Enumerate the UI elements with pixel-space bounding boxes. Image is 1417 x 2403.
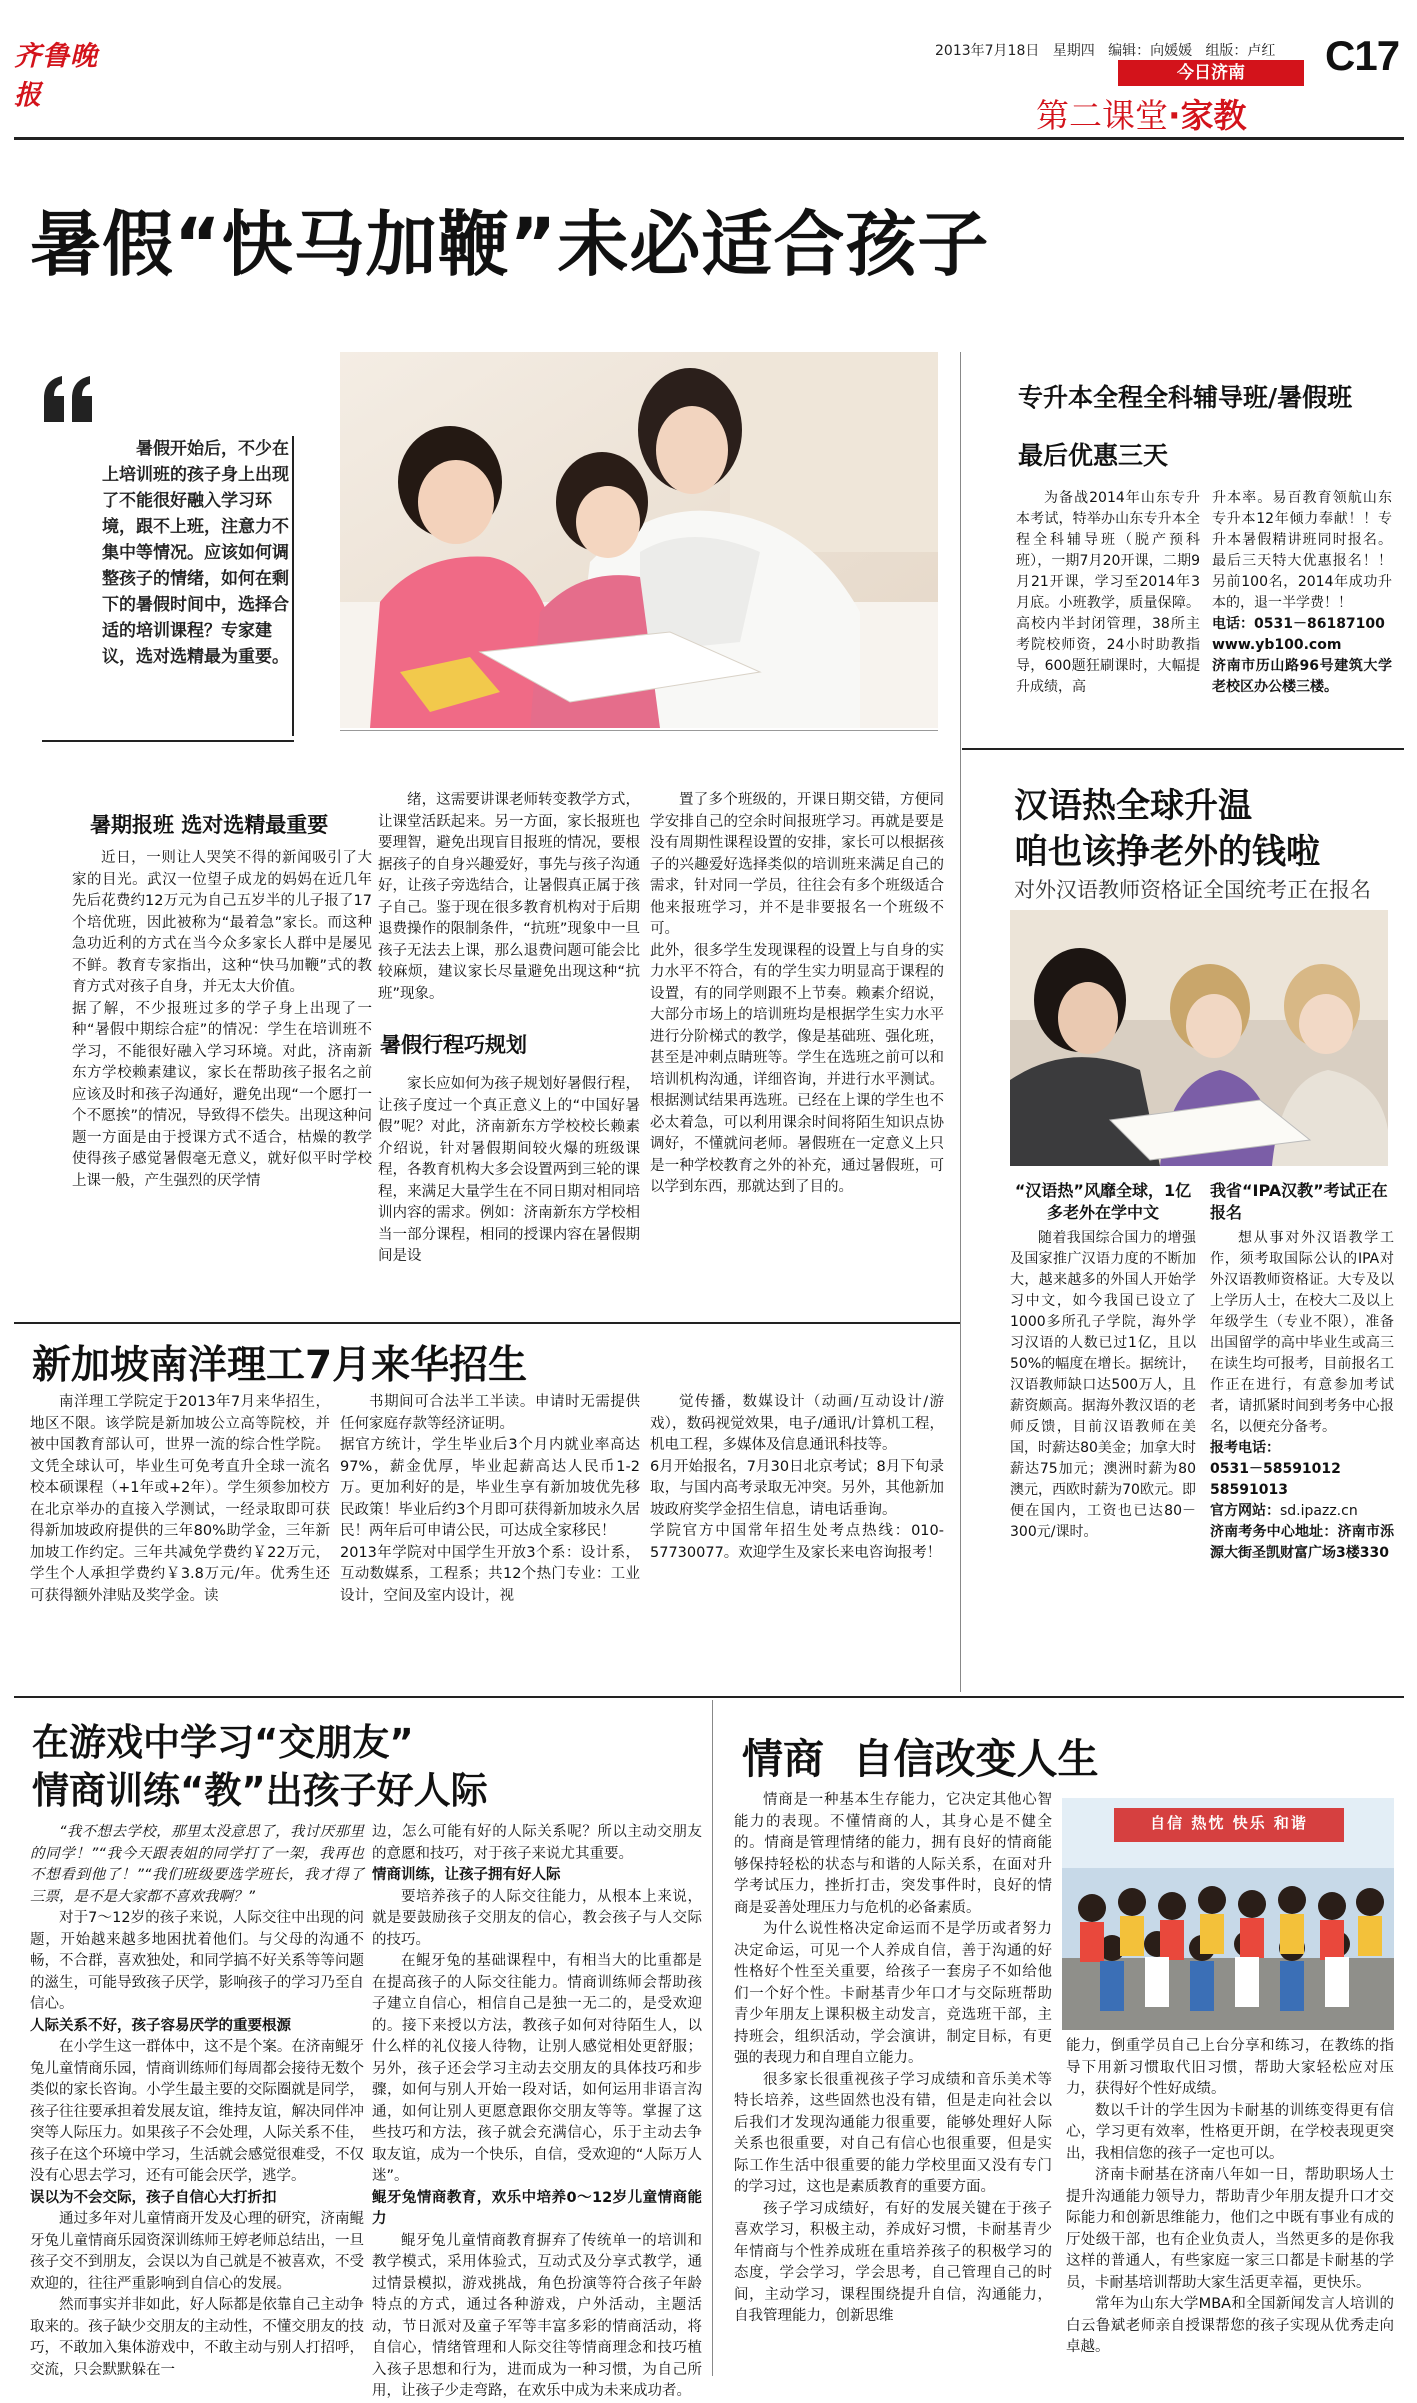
lead-col2-b-text: 家长应如何为孩子规划好暑假行程，让孩子度过一个真正意义上的“中国好暑假”呢？对此，济南新东方学校校长赖素介绍说，针对暑假期间较火爆的班级课程，各教育机构大多会设置两到三轮的课程，来满足大量学生在不同日期对相同培训内容的需求。例如：济南新东方学校相当一部分课程，相同的授课内容在暑假期间是设 xyxy=(378,1076,640,1264)
chinese-site-line xyxy=(1210,1501,1394,1522)
column-name xyxy=(1036,90,1247,137)
right-column-divider xyxy=(960,352,961,1692)
eq-col2 xyxy=(1066,2036,1394,2376)
games-col2-h2: 鲲牙兔情商教育，欢乐中培养0～12岁儿童情商能力 xyxy=(372,2189,702,2227)
bottom-column-divider xyxy=(712,1700,713,2376)
lead-col2-a xyxy=(378,790,640,1010)
chinese-left-title: “汉语热”风靡全球，1亿多老外在学中文 xyxy=(1014,1181,1192,1222)
chinese-right-body-text: 想从事对外汉语教学工作，须考取国际公认的IPA对外汉语教师资格证。大专及以上学历人士，在校大二及以上年级学生（专业不限），准备出国留学的高中毕业生或高三在读生均可报考，目前报名工作正在进行，有意参加考试者，请抓紧时间到考务中心报名，以便充分备考。 xyxy=(1210,1230,1394,1435)
ad-col1 xyxy=(1016,488,1200,724)
chinese-deck: 对外汉语教师资格证全国统考正在报名 xyxy=(1014,878,1371,902)
singapore-col2 xyxy=(340,1392,640,1682)
games-col1-p3: 通过多年对儿童情商开发及心理的研究，济南鲲牙兔儿童情商乐园资深训练师王婷老师总结出，一旦孩子交不到朋友，会误以为自己就是不被喜欢，不受欢迎的，往往严重影响到自信心的发展。 xyxy=(30,2211,364,2292)
chinese-contact-label: 报考电话： xyxy=(1210,1440,1280,1456)
section-title-plan-trip: 暑假行程巧规划 xyxy=(380,1033,527,1057)
games-col1-quote: “我不想去学校，那里太没意思了，我讨厌那里的同学！”“我今天跟表姐的同学打了一架，我再也不想看到他了！”“我们班级要选学班长，我才得了三票，是不是大家都不喜欢我啊？” xyxy=(30,1824,364,1905)
ad-col2 xyxy=(1212,488,1392,724)
games-headline-1: 在游戏中学习“交朋友” xyxy=(32,1721,414,1764)
eq-headline: 情商 自信改变人生 xyxy=(742,1735,1099,1783)
games-col2-h1: 情商训练，让孩子拥有好人际 xyxy=(372,1867,561,1883)
editor: 编辑：向媛媛 xyxy=(1108,43,1193,59)
eq-col2-p2: 数以千计的学生因为卡耐基的训练变得更有信心，学习更有效率，性格更开朗，在学校表现更突出，我相信您的孩子一定也可以。 xyxy=(1066,2102,1394,2162)
ad-col1-text: 为备战2014年山东专升本考试，特举办山东专升本全程全科辅导班（脱产预科班），一期7月20开课，二期9月21开课，学习至2014年3月底。小班教学，质量保障。高校内半封闭管理，38所主考院校师资，24小时助教指导，600题狂刷课时，大幅提升成绩，高 xyxy=(1016,490,1200,695)
eq-col2-p1: 能力，倒重学员自己上台分享和练习，在教练的指导下用新习惯取代旧习惯，帮助大家轻松应对压力，获得好个性好成绩。 xyxy=(1066,2038,1394,2097)
ad-address: 济南市历山路96号建筑大学老校区办公楼三楼。 xyxy=(1212,658,1392,695)
newspaper-logo: 齐鲁晚报 xyxy=(14,41,98,111)
singapore-headline: 新加坡南洋理工7月来华招生 xyxy=(32,1343,528,1388)
intro-rule-v xyxy=(292,436,294,736)
eq-photo-group xyxy=(1062,1798,1394,2030)
games-col1-p1: 对于7～12岁的孩子来说，人际交往中出现的问题，开始越来越多地困扰着他们。与父母的沟通不畅，不合群，喜欢独处，和同学搞不好关系等等问题的滋生，可能导致孩子厌学，影响孩子的学习乃至自信心。 xyxy=(30,1910,364,2012)
chinese-headline-1: 汉语热全球升温 xyxy=(1014,786,1252,826)
column-name-sub: 家教 xyxy=(1180,96,1247,135)
chinese-site: sd.ipazz.cn xyxy=(1280,1503,1358,1519)
chinese-right-body xyxy=(1210,1228,1394,1628)
chinese-right-title: 我省“IPA汉教”考试正在报名 xyxy=(1210,1181,1388,1222)
lead-photo-teacher-children xyxy=(340,352,938,728)
games-col1 xyxy=(30,1822,364,2378)
chinese-headline-2: 咱也该挣老外的钱啦 xyxy=(1014,832,1320,872)
games-col1-h1: 人际关系不好，孩子容易厌学的重要根源 xyxy=(30,2017,291,2034)
masthead-rule xyxy=(14,137,1404,140)
column-dot: · xyxy=(1168,96,1181,135)
games-col2-p4: 鲲牙兔儿童情商教育摒弃了传统单一的培训和教学模式，采用体验式，互动式及分享式教学，通过情景模拟，游戏挑战，角色扮演等符合孩子年龄特点的方式，通过各种游戏，户外活动，主题活动，节日派对及童子军等丰富多彩的情商活动，将自信心，情绪管理和人际交往等情商理念和技巧植入孩子思想和行为，进而成为一种习惯，为自己所用，让孩子少走弯路，在欢乐中成为未来成功者。 xyxy=(372,2232,702,2399)
date: 2013年7月18日 xyxy=(935,43,1040,59)
singapore-col3 xyxy=(650,1392,944,1682)
ad-web: www.yb100.com xyxy=(1212,637,1342,653)
eq-col1-p4: 孩子学习成绩好，有好的发展关键在于孩子喜欢学习，积极主动，养成好习惯，卡耐基青少年情商与个性养成班在重培养孩子的积极学习的态度，学会学习，学会思考，自己管理自己的时间，主动学习，课程围绕提升自信，沟通能力，自我管理能力，创新思维 xyxy=(734,2200,1052,2324)
ad-col2-text: 升本率。易百教育领航山东专升本12年倾力奉献！！专升本暑假精讲班同时报名。最后三天特大优惠报名！！另前100名，2014年成功升本的，退一半学费！！ xyxy=(1212,490,1392,611)
weekday: 星期四 xyxy=(1052,43,1095,59)
layout-editor: 组版：卢红 xyxy=(1205,43,1276,59)
ad-title: 专升本全程全科辅导班/暑假班 xyxy=(1018,383,1353,412)
chinese-site-label: 官方网站： xyxy=(1210,1503,1280,1519)
chinese-left-body-text: 随着我国综合国力的增强及国家推广汉语力度的不断加大，越来越多的外国人开始学习中文，如今我国已设立了1000多所孔子学院，海外学习汉语的人数已过1亿，且以50%的幅度在增长。据统计，汉语教师缺口达500万人，且薪资颇高。据海外教汉语的老师反馈，目前汉语教师在美国，时薪达80美金；加拿大时薪达75加元；澳洲时薪为80澳元，西欧时薪为70欧元。即便在国内，工资也已达80－300元/课时。 xyxy=(1010,1230,1196,1540)
column-name-main: 第二课堂 xyxy=(1036,96,1168,135)
lead-col2-b xyxy=(378,1074,640,1320)
games-headline-2: 情商训练“教”出孩子好人际 xyxy=(32,1769,488,1812)
lead-photo-rule xyxy=(340,730,938,731)
lead-col1-text: 近日，一则让人哭笑不得的新闻吸引了大家的目光。武汉一位望子成龙的妈妈在近几年先后花费约12万元为自己五岁半的儿子报了17个培优班，因此被称为“最着急”家长。而这种急功近利的方式在当今众多家长人群中是屡见不鲜。教育专家指出，这种“快马加鞭”式的教育方式对孩子自身，并无太大价值。 据了解，不少报班过多的学子身上出现了一种“暑假中期综合症”的情况：学生在培训班不学习，不能很好融入学习环境。对此，济南新东方学校赖素建议，家长在帮助孩子报名之前应该及时和孩子沟通好，避免出现“一个愿打一个不愿挨”的情况，导致得不偿失。出现这种问题一方面是由于授课方式不适合，枯燥的教学使得孩子感觉暑假毫无意义，就好似平时学校上课一般，产生强烈的厌学情 xyxy=(72,850,372,1189)
eq-col1-p1: 情商是一种基本生存能力，它决定其他心智能力的表现。不懂情商的人，其身心是不健全的。情商是管理情绪的能力，拥有良好的情商能够保持轻松的状态与和谐的人际关系，在面对升学考试压力，挫折打击，突发事件时，良好的情商是妥善处理压力与危机的必备素质。 xyxy=(734,1792,1052,1916)
eq-col2-p3: 济南卡耐基在济南八年如一日，帮助职场人士提升沟通能力领导力，帮助青少年朋友提升口才交际能力和创新思维能力，他们之中既有事业有成的厅处级干部，也有企业负责人，当然更多的是你我这样的普通人，有些家庭一家三口都是卡耐基的学员，卡耐基培训帮助大家生活更幸福，更快乐。 xyxy=(1066,2167,1394,2291)
eq-col1-p3: 很多家长很重视孩子学习成绩和音乐美术等特长培养，这些固然也没有错，但是走向社会以后我们才发现沟通能力很重要，能够处理好人际关系也很重要，对自己有信心也很重要，但是实际工作生活中很重要的能力学校里面又没有专门的学习过，这也是素质教育的重要方面。 xyxy=(734,2071,1052,2195)
eq-col1-p2: 为什么说性格决定命运而不是学历或者努力决定命运，可见一个人养成自信，善于沟通的好性格好个性至关重要，给孩子一套房子不如给他们一个好个性。卡耐基青少年口才与交际班帮助青少年朋友上课积极主动发言，竞选班干部，主持班会，组织活动，学会演讲，制定目标，有更强的表现力和自理自立能力。 xyxy=(734,1921,1052,2066)
section-tag: 今日济南 xyxy=(1118,60,1304,86)
ad-subtitle: 最后优惠三天 xyxy=(1018,441,1169,470)
games-col2 xyxy=(372,1822,702,2399)
singapore-col1-text: 南洋理工学院定于2013年7月来华招生，地区不限。该学院是新加坡公立高等院校，并被中国教育部认可，世界一流的综合性学院。文凭全球认可，毕业生可免考直升全球一流名校本硕课程（+1年或+2年）。学生须参加校方在北京举办的直接入学测试，一经录取即可获得新加坡政府提供的三年80%助学金，三年新加坡工作约定。三年共减免学费约￥22万元，学生个人承担学费约￥3.8万元/年。优秀生还可获得额外津贴及奖学金。读 xyxy=(30,1394,330,1604)
singapore-col2-text: 书期间可合法半工半读。申请时无需提供任何家庭存款等经济证明。 据官方统计，学生毕业后3个月内就业率高达97%，薪金优厚，毕业起薪高达人民币1-2万。更加利好的是，毕业生享有新加坡优先移民政策！毕业后约3个月即可获得新加坡永久居民！两年后可申请公民，可达成全家移民！ 2013年学院对中国学生开放3个系：设计系，互动数媒系，工程系；共12个热门专业：工业设计，空间及室内设计，视 xyxy=(340,1394,640,1604)
chinese-address: 济南考务中心地址：济南市泺源大街圣凯财富广场3楼330 xyxy=(1210,1524,1394,1561)
lead-headline: 暑假“快马加鞭”未必适合孩子 xyxy=(30,203,990,286)
eq-col2-p4: 常年为山东大学MBA和全国新闻发言人培训的白云鲁斌老师亲自授课帮您的孩子实现从优秀走向卓越。 xyxy=(1066,2296,1394,2355)
lead-col2-a-text: 绪，这需要讲课老师转变教学方式，让课堂活跃起来。另一方面，家长报班也要理智，避免出现盲目报班的情况，要根据孩子的自身兴趣爱好，事先与孩子沟通好，让孩子旁选结合，让暑假真正属于孩子自己。鉴于现在很多教育机构对于后期退费操作的限制条件，“抗班”现象中一旦孩子无法去上课，那么退费问题可能会比较麻烦，建议家长尽量避免出现这种“抗班”现象。 xyxy=(378,792,640,1002)
games-col1-p4: 然而事实并非如此，好人际都是依靠自己主动争取来的。孩子缺少交朋友的主动性，不懂交朋友的技巧，不敢加入集体游戏中，不敢主动与别人打招呼，交流，只会默默躲在一 xyxy=(30,2297,364,2378)
lead-col1 xyxy=(72,848,372,1318)
lead-col3 xyxy=(650,790,944,1320)
games-col2-p2: 要培养孩子的人际交往能力，从根本上来说，就是要鼓励孩子交朋友的信心，教会孩子与人交际的技巧。 xyxy=(372,1888,702,1948)
chinese-left-body xyxy=(1010,1228,1196,1638)
ad-bottom-rule xyxy=(962,748,1404,750)
lead-intro: 暑假开始后，不少在上培训班的孩子身上出现了不能很好融入学习环境，跟不上班，注意力不集中等情况。应该如何调整孩子的情绪，如何在剩下的暑假时间中，选择合适的培训课程？专家建议，选对选精最为重要。 xyxy=(102,439,289,667)
quote-mark-icon xyxy=(42,370,98,426)
chinese-photo-students-reading xyxy=(1010,910,1388,1166)
singapore-col1 xyxy=(30,1392,330,1682)
games-col2-p1: 边，怎么可能有好的人际关系呢？所以主动交朋友的意愿和技巧，对于孩子来说尤其重要。 xyxy=(372,1824,702,1862)
page-number: C17 xyxy=(1325,32,1400,79)
singapore-col3-text: 觉传播，数媒设计（动画/互动设计/游戏），数码视觉效果，电子/通讯/计算机工程，机电工程，多媒体及信息通讯科技等。 6月开始报名，7月30日北京考试；8月下旬录取，与国内高考录取无冲突。另外，其他新加坡政府奖学金招生信息，请电话垂询。 学院官方中国常年招生处考点热线：010-57730077。欢迎学生及家长来电咨询报考！ xyxy=(650,1394,944,1561)
chinese-contact-phone: 0531－58591012 58591013 xyxy=(1210,1461,1341,1498)
date-line xyxy=(935,40,1275,60)
games-col1-h2: 误以为不会交际，孩子自信心大打折扣 xyxy=(30,2189,277,2206)
games-col1-p2: 在小学生这一群体中，这不是个案。在济南鲲牙兔儿童情商乐园，情商训练师们每周都会接待无数个类似的家长咨询。小学生最主要的交际圈就是同学，孩子往往要承担着发展友谊，维持友谊，解决同伴冲突等人际压力。如果孩子不会处理，人际关系不佳，孩子在这个环境中学习，生活就会感觉很难受，不仅没有心思去学习，还有可能会厌学，逃学。 xyxy=(30,2039,364,2184)
eq-photo-banner-text: 自信 热忱 快乐 和谐 xyxy=(1150,1814,1308,1832)
lead-bottom-rule xyxy=(14,1322,960,1324)
ad-phone: 电话：0531－86187100 xyxy=(1212,616,1385,632)
section-title-choose-class: 暑期报班 选对选精最重要 xyxy=(90,813,329,837)
lead-col3-text: 置了多个班级的，开课日期交错，方便同学安排自己的空余时间报班学习。再就是要是没有周期性课程设置的安排，家长可以根据孩子的兴趣爱好选择类似的培训班来满足自己的需求，针对同一学员，往往会有多个班级适合他来报班学习，并不是非要报名一个班级不可。 此外，很多学生发现课程的设置上与自身的实力水平不符合，有的学生实力明显高于课程的设置，有的同学则跟不上节奏。赖素介绍说，大部分市场上的培训班均是根据学生实力水平进行分阶梯式的教学，像是基础班、强化班，甚至是冲刺点睛班等。学生在选班之前可以和培训机构沟通，详细咨询，并进行水平测试。根据测试结果再选班。已经在上课的学生也不必太着急，可以利用课余时间将陌生知识点协调好，不懂就问老师。暑假班在一定意义上只是一种学校教育之外的补充，通过暑假班，可以学到东西，那就达到了目的。 xyxy=(650,792,944,1195)
games-col2-p3: 在鲲牙兔的基础课程中，有相当大的比重都是在提高孩子的人际交往能力。情商训练师会帮助孩子建立自信心，相信自己是独一无二的，是受欢迎的。接下来授以方法，教孩子如何对待陌生人，以什么样的礼仪接人待物，让别人感觉相处更舒服；另外，孩子还会学习主动去交朋友的具体技巧和步骤，如何与别人开始一段对话，如何运用非语言沟通，如何让别人更愿意跟你交朋友等等。掌握了这些技巧和方法，孩子就会充满信心，乐于主动去争取友谊，成为一个快乐，自信，受欢迎的“人际万人迷”。 xyxy=(372,1953,702,2184)
middle-rule xyxy=(14,1696,1404,1698)
eq-col1 xyxy=(734,1790,1052,2376)
intro-rule-h xyxy=(42,740,294,742)
